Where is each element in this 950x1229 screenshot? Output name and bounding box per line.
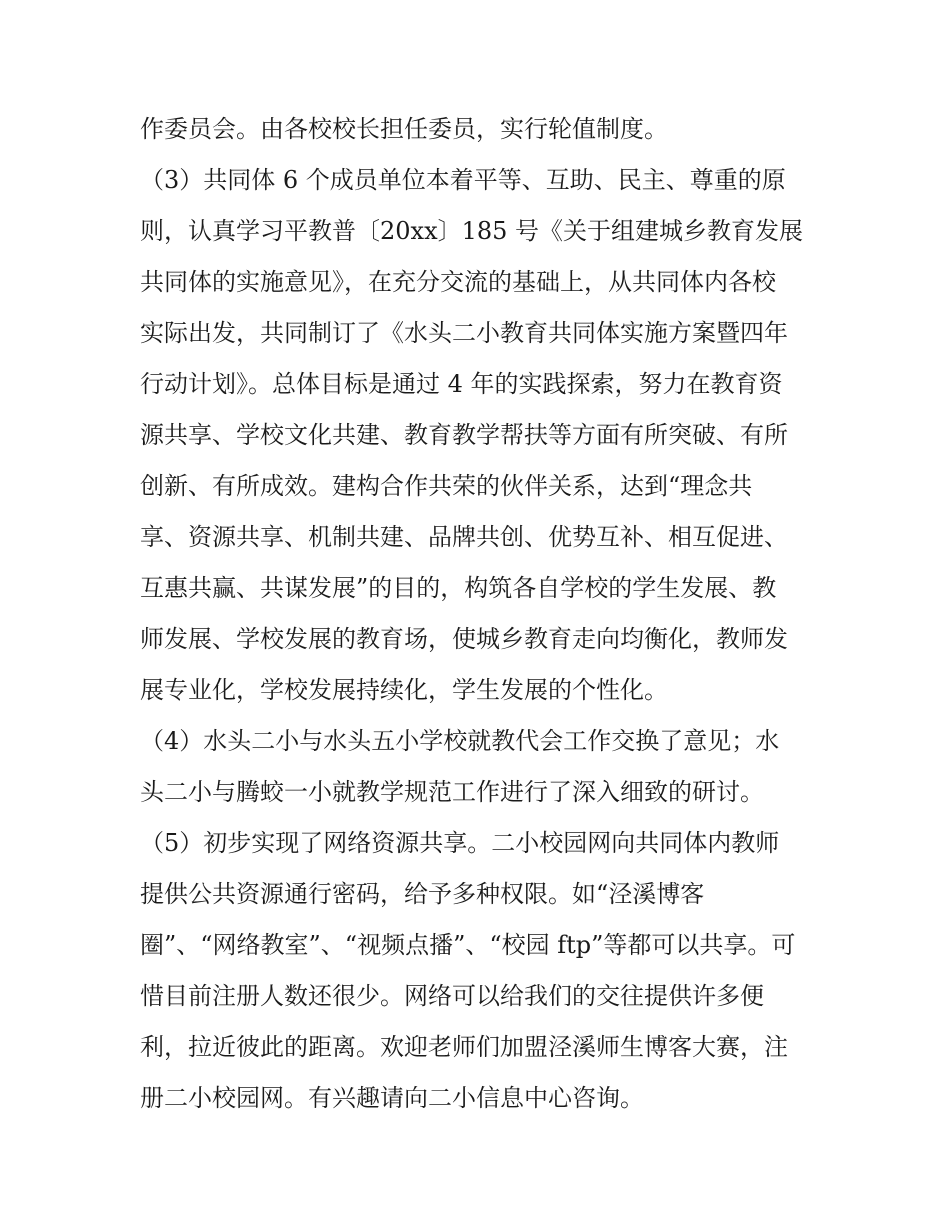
text-line: （3）共同体 6 个成员单位本着平等、互助、民主、尊重的原	[140, 166, 786, 194]
text-line: 利，拉近彼此的距离。欢迎老师们加盟泾溪师生博客大赛，注	[140, 1033, 788, 1061]
text-line: 头二小与腾蛟一小就教学规范工作进行了深入细致的研讨。	[140, 778, 764, 806]
text-line: 共同体的实施意见》，在充分交流的基础上，从共同体内各校	[140, 268, 776, 296]
text-line: 实际出发，共同制订了《水头二小教育共同体实施方案暨四年	[140, 319, 788, 347]
text-line: 师发展、学校发展的教育场，使城乡教育走向均衡化，教师发	[140, 625, 788, 653]
text-line: 惜目前注册人数还很少。网络可以给我们的交往提供许多便	[140, 982, 764, 1010]
text-line: 展专业化，学校发展持续化，学生发展的个性化。	[140, 676, 668, 704]
text-line: 源共享、学校文化共建、教育教学帮扶等方面有所突破、有所	[140, 421, 788, 449]
document-body	[140, 104, 830, 1124]
text-line: 作委员会。由各校校长担任委员，实行轮值制度。	[140, 115, 668, 143]
text-line: 互惠共赢、共谋发展”的目的，构筑各自学校的学生发展、教	[140, 574, 777, 602]
text-line: 册二小校园网。有兴趣请向二小信息中心咨询。	[140, 1084, 644, 1112]
text-line: 则，认真学习平教普〔20xx〕185 号《关于组建城乡教育发展	[140, 217, 804, 245]
text-line: 享、资源共享、机制共建、品牌共创、优势互补、相互促进、	[140, 523, 788, 551]
text-line: 提供公共资源通行密码，给予多种权限。如“泾溪博客	[140, 880, 705, 908]
text-line: 圈”、“网络教室”、“视频点播”、“校园 ftp”等都可以共享。可	[140, 931, 796, 959]
text-line: （5）初步实现了网络资源共享。二小校园网向共同体内教师	[140, 829, 780, 857]
text-line: （4）水头二小与水头五小学校就教代会工作交换了意见；水	[140, 727, 780, 755]
text-line: 行动计划》。总体目标是通过 4 年的实践探索，努力在教育资	[140, 370, 783, 398]
text-line: 创新、有所成效。建构合作共荣的伙伴关系，达到“理念共	[140, 472, 753, 500]
